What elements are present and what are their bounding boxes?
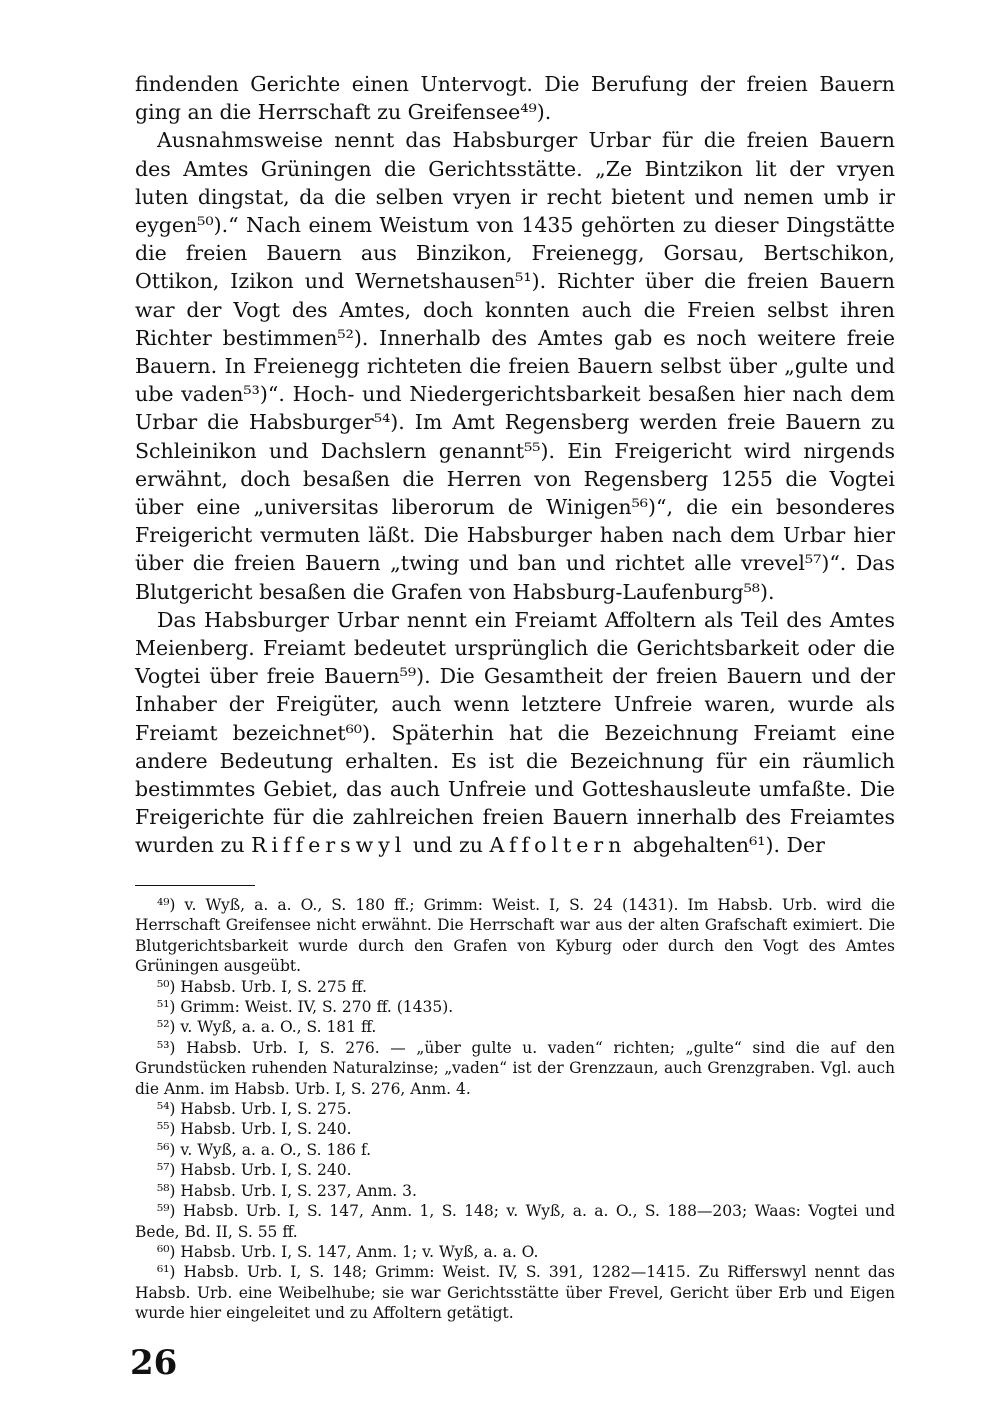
main-text [135, 70, 895, 860]
footnote-number: ⁵⁵) [157, 1120, 176, 1139]
footnote-number: ⁵¹) [157, 998, 176, 1017]
footnotes [135, 895, 895, 1324]
footnote [135, 895, 895, 977]
footnote-text: Habsb. Urb. I, S. 148; Grimm: Weist. IV, S. 391, 1282—1415. Zu Rifferswyl nennt das Habsb. Urb. eine Weibelhube; sie war Gerichtsstätte über Frevel, Gericht über Erb und Eigen wurde hier eingeleitet und zu Affoltern getätigt. [135, 1263, 895, 1323]
paragraph-text: Das Habsburger Urbar nennt ein Freiamt Affoltern als Teil des Amtes Meienberg. Freiamt bedeutet ursprünglich die Gerichtsbarkeit oder die Vogtei über freie Bauern⁵⁹). Die Gesamtheit der freien Bauern und der Inhaber der Freigüter, auch wenn letztere Unfreie waren, wurde als Freiamt bezeichnet⁶⁰). Späterhin hat die Bezeichnung Freiamt eine andere Bedeutung erhalten. Es ist die Bezeichnung für ein räumlich bestimmtes Gebiet, das auch Unfreie und Gotteshausleute umfaßte. Die Freigerichte für die zahlreichen freien Bauern innerhalb des Freiamtes wurden zu [135, 607, 895, 858]
paragraph: Ausnahmsweise nennt das Habsburger Urbar für die freien Bauern des Amtes Grüningen die Gerichtsstätte. „Ze Bintzikon lit der vryen luten dingstat, da die selben vryen ir recht bietent und nemen umb ir eygen⁵⁰).“ Nach einem Weistum von 1435 gehörten zu dieser Dingstätte die freien Bauern aus Binzikon, Freienegg, Gorsau, Bertschikon, Ottikon, Izikon und Wernetshausen⁵¹). Richter über die freien Bauern war der Vogt des Amtes, doch konnten auch die Freien selbst ihren Richter bestimmen⁵²). Innerhalb des Amtes gab es noch weitere freie Bauern. In Freienegg richteten die freien Bauern selbst über „gulte und ube vaden⁵³)“. Hoch- und Niedergerichtsbarkeit besaßen hier nach dem Urbar die Habsburger⁵⁴). Im Amt Regensberg werden freie Bauern zu Schleinikon und Dachslern genannt⁵⁵). Ein Freigericht wird nirgends erwähnt, doch besaßen die Herren von Regensberg 1255 die Vogtei über eine „universitas liberorum de Winigen⁵⁶)“, die ein besonderes Freigericht vermuten läßt. Die Habsburger haben nach dem Urbar hier über die freien Bauern „twing und ban und richtet alle vrevel⁵⁷)“. Das Blutgericht besaßen die Grafen von Habsburg-Laufenburg⁵⁸). [135, 128, 895, 604]
footnote [135, 1181, 895, 1201]
footnote-number: ⁶¹) [157, 1263, 176, 1282]
footnote-text: Habsb. Urb. I, S. 147, Anm. 1; v. Wyß, a. a. O. [180, 1242, 539, 1261]
footnote-number: ⁵⁴) [157, 1100, 176, 1119]
footnote [135, 997, 895, 1017]
paragraph-text: und zu [412, 833, 483, 858]
footnote-text: Grimm: Weist. IV, S. 270 ff. (1435). [180, 998, 454, 1017]
footnote-text: Habsb. Urb. I, S. 240. [180, 1120, 352, 1139]
footnote-number: ⁵⁶) [157, 1140, 176, 1159]
footnote-text: Habsb. Urb. I, S. 147, Anm. 1, S. 148; v. Wyß, a. a. O., S. 188—203; Waas: Vogtei und Bede, Bd. II, S. 55 ff. [135, 1202, 895, 1241]
footnote-text: v. Wyß, a. a. O., S. 186 f. [180, 1140, 372, 1159]
footnote [135, 1038, 895, 1099]
place-name-spaced: Rifferswyl [251, 833, 407, 858]
footnote-number: ⁵⁷) [157, 1161, 176, 1180]
footnote-number: ⁵³) [157, 1038, 176, 1057]
footnote [135, 1262, 895, 1323]
footnote [135, 1099, 895, 1119]
footnote [135, 977, 895, 997]
footnote-number: ⁵⁹) [157, 1202, 176, 1221]
footnote-text: Habsb. Urb. I, S. 237, Anm. 3. [180, 1181, 417, 1200]
footnote [135, 1017, 895, 1037]
footnote-number: ⁵⁸) [157, 1181, 176, 1200]
footnote-divider [135, 885, 255, 886]
footnote-number: ⁴⁹) [157, 896, 176, 914]
footnote-number: ⁵⁰) [157, 977, 176, 996]
footnote-number: ⁵²) [157, 1018, 176, 1037]
footnote-text: Habsb. Urb. I, S. 275 ff. [180, 977, 367, 996]
footnote [135, 1160, 895, 1180]
footnote-text: Habsb. Urb. I, S. 240. [180, 1161, 352, 1180]
paragraph: findenden Gerichte einen Untervogt. Die Berufung der freien Bauern ging an die Herrschaft zu Greifensee⁴⁹). [135, 72, 895, 125]
footnote [135, 1119, 895, 1139]
footnote-text: Habsb. Urb. I, S. 275. [180, 1100, 352, 1119]
footnote [135, 1201, 895, 1242]
footnote-text: Habsb. Urb. I, S. 276. — „über gulte u. vaden“ richten; „gulte“ sind die auf den Grundstücken ruhenden Naturalzinse; „vaden“ ist der Grenzzaun, auch Grenzgraben. Vgl. auch die Anm. im Habsb. Urb. I, S. 276, Anm. 4. [135, 1038, 895, 1098]
footnote-text: v. Wyß, a. a. O., S. 181 ff. [180, 1018, 377, 1037]
paragraph-text: abgehalten⁶¹). Der [632, 833, 825, 858]
footnote [135, 1242, 895, 1262]
page-number: 26 [130, 1343, 178, 1383]
footnote [135, 1140, 895, 1160]
place-name-spaced: Affoltern [489, 833, 627, 858]
paragraph [135, 606, 895, 860]
footnote-text: v. Wyß, a. a. O., S. 180 ff.; Grimm: Weist. I, S. 24 (1431). Im Habsb. Urb. wird die Herrschaft Greifensee nicht erwähnt. Die Herrschaft war aus der alten Grafschaft eximiert. Die Blutgerichtsbarkeit wurde durch den Grafen von Kyburg oder durch den Vogt des Amtes Grüningen ausgeübt. [135, 896, 895, 976]
footnote-number: ⁶⁰) [157, 1242, 176, 1261]
